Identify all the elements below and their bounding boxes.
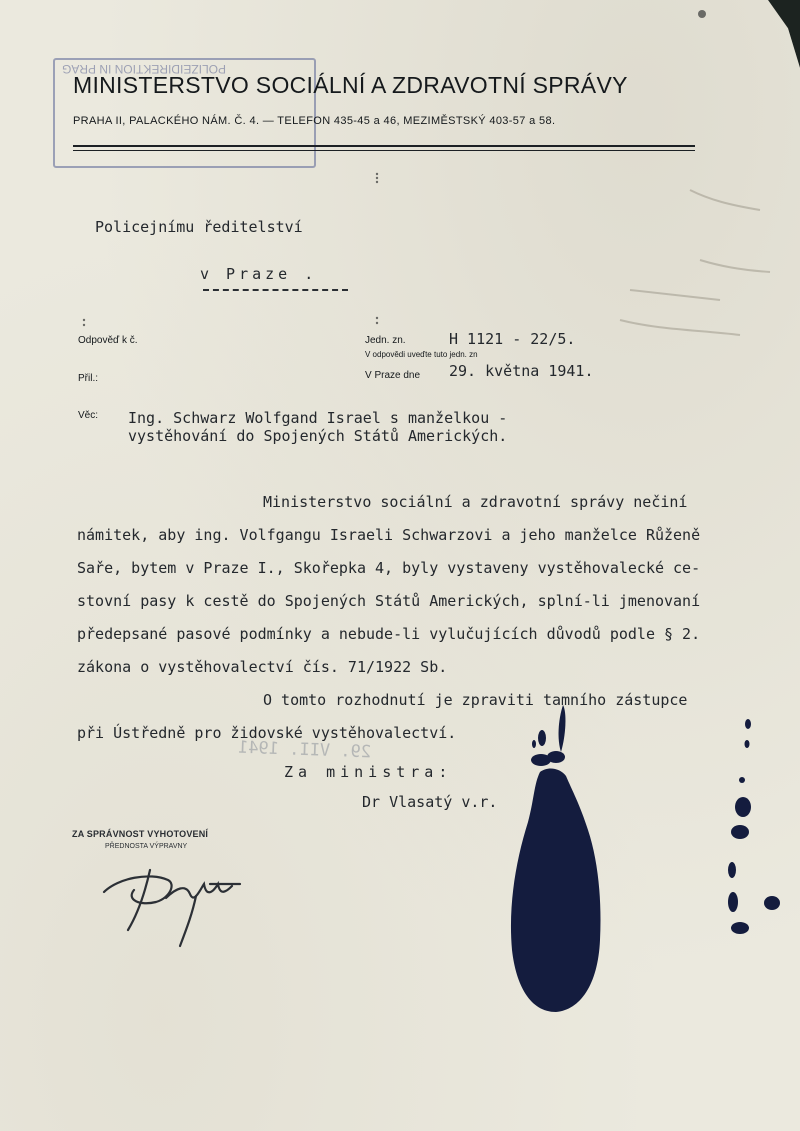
verification-stamp: ZA SPRÁVNOST VYHOTOVENÍ <box>72 829 209 839</box>
on-behalf-of-minister: Za ministra: <box>284 763 453 781</box>
letter-date: 29. května 1941. <box>449 362 594 380</box>
addressee-city: v Praze . <box>200 265 318 283</box>
paper-smudges <box>620 190 770 335</box>
body-line: při Ústředně pro židovské vystěhovalectví. <box>77 724 457 742</box>
body-line: Ministerstvo sociální a zdravotní správy nečiní <box>263 493 688 511</box>
subject-line: Ing. Schwarz Wolfgand Israel s manželkou - <box>128 409 508 427</box>
ministry-title: MINISTERSTVO SOCIÁLNÍ A ZDRAVOTNÍ SPRÁVY <box>73 72 628 98</box>
addressee-name: Policejnímu ředitelství <box>95 218 303 236</box>
received-stamp-text: POLIZEIDIREKTION IN PRAG <box>62 62 227 76</box>
body-line: předepsané pasové podmínky a nebude-li vylučujících důvodů podle § 2. <box>77 625 701 643</box>
verification-stamp-subtitle: PŘEDNOSTA VÝPRAVNY <box>105 843 188 850</box>
reference-note: V odpovědi uveďte tuto jedn. zn <box>365 350 478 359</box>
subject-label: Věc: <box>78 410 99 421</box>
attachments-label: Přil.: <box>78 373 98 384</box>
reply-to-label: Odpověď k č. <box>78 335 138 346</box>
body-line: Saře, bytem v Praze I., Skořepka 4, byly vystaveny vystěhovalecké ce- <box>77 559 701 577</box>
date-stamp: 29. VII. 1941 <box>237 737 372 763</box>
subject-line: vystěhování do Spojených Států Amerických. <box>128 427 508 445</box>
handwritten-signature <box>104 870 240 946</box>
body-line: námitek, aby ing. Volfgangu Israeli Schwarzovi a jeho manželce Růženě <box>77 526 701 544</box>
ministry-address: PRAHA II, PALACKÉHO NÁM. Č. 4. — TELEFON 435-45 a 46, MEZIMĚSTSKÝ 403-57 a 58. <box>73 115 556 127</box>
ink-blot <box>511 705 780 1012</box>
reference-number: H 1121 - 22/5. <box>449 330 576 348</box>
body-line: zákona o vystěhovalectví čís. 71/1922 Sb. <box>77 658 448 676</box>
reference-label: Jedn. zn. <box>365 335 406 346</box>
tack-marks <box>83 10 706 326</box>
body-line: stovní pasy k cestě do Spojených Států Amerických, splní-li jmenovaní <box>77 592 701 610</box>
date-label: V Praze dne <box>365 370 421 381</box>
signatory-name: Dr Vlasatý v.r. <box>362 793 498 811</box>
body-line: O tomto rozhodnutí je zpraviti tamního zástupce <box>263 691 688 709</box>
